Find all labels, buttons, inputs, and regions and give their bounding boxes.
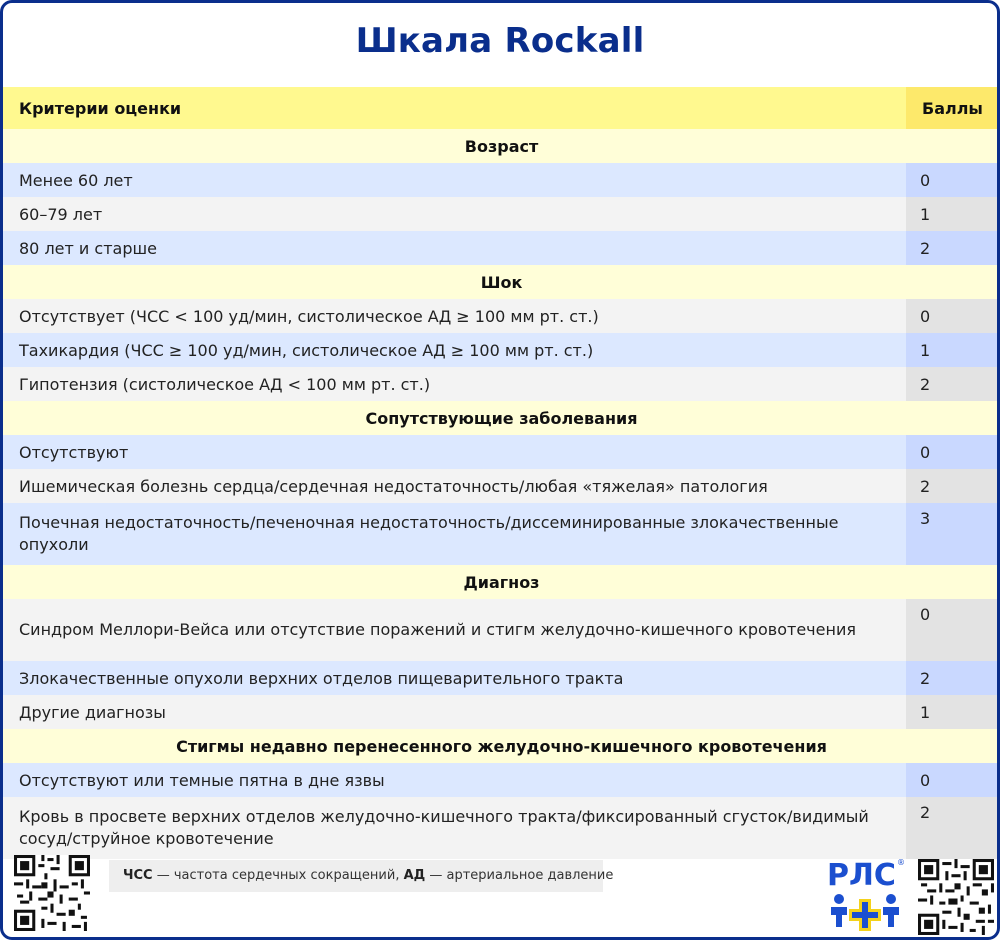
criterion-label: Тахикардия (ЧСС ≥ 100 уд/мин, систолическое АД ≥ 100 мм рт. ст.) [3,333,906,367]
table-row [3,163,1000,197]
section-header [3,265,1000,299]
section-title: Шок [3,265,1000,299]
table-row [3,367,1000,401]
table-row [3,299,1000,333]
page-title: Шкала Rockall [355,21,645,61]
header-criteria: Критерии оценки [3,87,906,129]
criterion-points: 0 [906,435,1000,469]
criterion-points: 3 [906,503,1000,565]
table-row [3,797,1000,859]
criterion-label: Гипотензия (систолическое АД < 100 мм рт. ст.) [3,367,906,401]
criterion-label: 80 лет и старше [3,231,906,265]
criterion-label: 60–79 лет [3,197,906,231]
criterion-label: Менее 60 лет [3,163,906,197]
footnote-text-hr: — частота сердечных сокращений, [152,868,404,883]
criterion-points: 0 [906,299,1000,333]
section-title: Сопутствующие заболевания [3,401,1000,435]
criterion-label: Злокачественные опухоли верхних отделов пищеварительного тракта [3,661,906,695]
footnote-text-bp: — артериальное давление [425,868,614,883]
criterion-label: Синдром Меллори-Вейса или отсутствие поражений и стигм желудочно-кишечного кровотечения [3,599,906,661]
table-row [3,435,1000,469]
criterion-points: 2 [906,231,1000,265]
section-title: Возраст [3,129,1000,163]
criterion-points: 1 [906,197,1000,231]
rls-logo-mark [825,855,907,935]
table-row [3,333,1000,367]
criterion-label: Почечная недостаточность/печеночная недостаточность/диссеминированные злокачественные опухоли [3,503,906,565]
criterion-points: 2 [906,469,1000,503]
table-row [3,197,1000,231]
section-title: Стигмы недавно перенесенного желудочно-кишечного кровотечения [3,729,1000,763]
footnote-abbr-hr: ЧСС [123,868,153,883]
table-row [3,695,1000,729]
criterion-label: Ишемическая болезнь сердца/сердечная недостаточность/любая «тяжелая» патология [3,469,906,503]
section-header [3,129,1000,163]
criterion-points: 2 [906,367,1000,401]
table-row [3,763,1000,797]
table-row [3,503,1000,565]
table-row [3,231,1000,265]
footnote-abbr-bp: АД [403,868,426,883]
criterion-points: 1 [906,333,1000,367]
table-row [3,469,1000,503]
table-row [3,661,1000,695]
criterion-points: 0 [906,163,1000,197]
rls-logo [825,855,907,935]
rls-logo-registered: ® [897,858,905,867]
section-header [3,565,1000,599]
criterion-label: Отсутствуют [3,435,906,469]
footnote [109,860,614,892]
criterion-points: 2 [906,661,1000,695]
criterion-label: Отсутствуют или темные пятна в дне язвы [3,763,906,797]
criterion-points: 0 [906,763,1000,797]
criterion-points: 2 [906,797,1000,859]
section-title: Диагноз [3,565,1000,599]
rls-logo-text: РЛС [827,858,896,893]
qr-code-icon [14,855,90,931]
qr-code-icon [918,859,994,935]
criterion-points: 1 [906,695,1000,729]
criterion-label: Кровь в просвете верхних отделов желудочно-кишечного тракта/фиксированный сгусток/видимый сосуд/струйное кровотечение [3,797,906,859]
header-points: Баллы [906,87,1000,129]
rockall-table [3,87,1000,859]
section-header [3,401,1000,435]
criterion-points: 0 [906,599,1000,661]
table-header [3,87,1000,129]
criterion-label: Отсутствует (ЧСС < 100 уд/мин, систолическое АД ≥ 100 мм рт. ст.) [3,299,906,333]
criterion-label: Другие диагнозы [3,695,906,729]
table-row [3,599,1000,661]
section-header [3,729,1000,763]
